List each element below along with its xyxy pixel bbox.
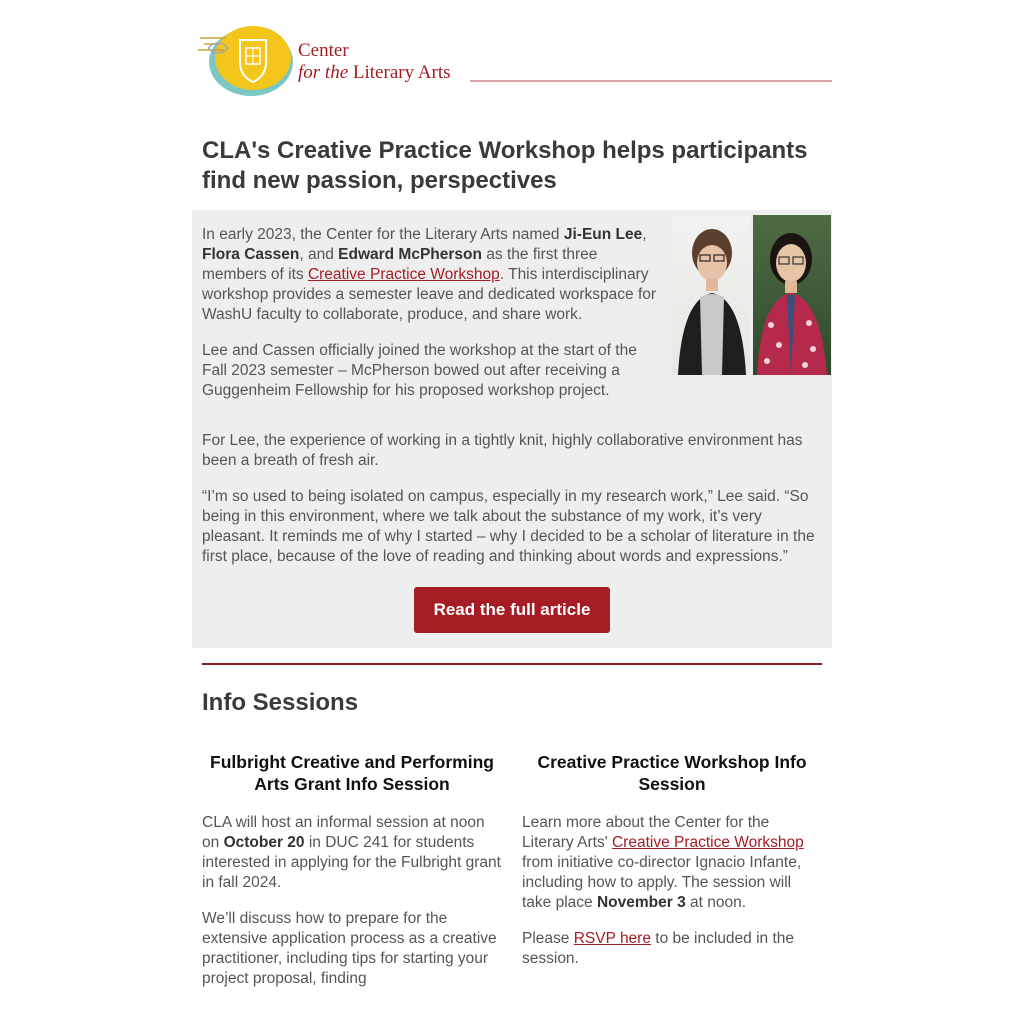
header <box>192 0 832 118</box>
fulbright-session-paragraph-2: We’ll discuss how to prepare for the extensive application process as a creative practitioner, including tips for starting your project proposal, finding <box>202 910 497 987</box>
article-paragraph-2: Lee and Cassen officially joined the workshop at the start of the Fall 2023 semester – McPherson bowed out after receiving a Guggenheim Fellowship for his proposed workshop project. <box>202 342 637 399</box>
cla-logo-icon <box>196 22 296 98</box>
article-paragraph-1: In early 2023, the Center for the Literary Arts named Ji-Eun Lee, Flora Cassen, and Edward McPherson as the first three members of its Creative Practice Workshop. This interdisciplinary workshop provides a semester leave and dedicated workspace for WashU faculty to collaborate, produce, and share work. <box>202 226 657 323</box>
cpw-session-workshop-link[interactable]: Creative Practice Workshop <box>611 834 804 851</box>
read-full-article-button[interactable]: Read the full article <box>414 587 611 633</box>
info-sessions-title: Info Sessions <box>202 689 359 716</box>
creative-practice-workshop-link[interactable]: Creative Practice Workshop <box>307 266 500 283</box>
fulbright-session <box>202 751 502 1005</box>
article-intro <box>202 214 658 401</box>
rsvp-link[interactable]: RSVP here <box>573 930 651 947</box>
headshot-flora-cassen <box>672 215 750 375</box>
info-sessions-columns <box>192 719 832 1005</box>
fulbright-session-paragraph-1: CLA will host an informal session at noon on October 20 in DUC 241 for students interested in applying for the Fulbright grant in fall 2024. <box>202 814 501 891</box>
cpw-session-paragraph-1: Learn more about the Center for the Literary Arts' Creative Practice Workshop from initiative co-director Ignacio Infante, including how to apply. The session will take place November 3 at noon. <box>522 814 804 911</box>
email-body <box>192 0 832 1005</box>
header-divider <box>470 80 832 82</box>
article-paragraph-3: For Lee, the experience of working in a tightly knit, highly collaborative environment has been a breath of fresh air. <box>202 432 803 469</box>
headshots <box>672 215 832 375</box>
article-quote: “I’m so used to being isolated on campus, especially in my research work,” Lee said. “So being in this environment, where we talk about the substance of my work, it’s very pleasant. It reminds me of why I started – why I decided to be a scholar of literature in the first place, because of the love of reading and thinking about words and expressions.” <box>202 488 815 565</box>
logo-line-2: for the Literary Arts <box>298 62 451 83</box>
logo-line-1: Center <box>298 40 349 61</box>
fulbright-session-heading: Fulbright Creative and Performing Arts Grant Info Session <box>210 752 494 794</box>
cpw-session <box>522 751 822 1005</box>
logo-wordmark <box>298 40 451 84</box>
button-row <box>202 587 822 633</box>
cpw-session-heading: Creative Practice Workshop Info Session <box>537 752 807 794</box>
headshot-ji-eun-lee <box>753 215 831 375</box>
cpw-session-paragraph-2: Please RSVP here to be included in the session. <box>522 930 795 967</box>
article-headline: CLA's Creative Practice Workshop helps participants find new passion, perspectives <box>202 137 808 194</box>
article-box <box>192 210 832 648</box>
